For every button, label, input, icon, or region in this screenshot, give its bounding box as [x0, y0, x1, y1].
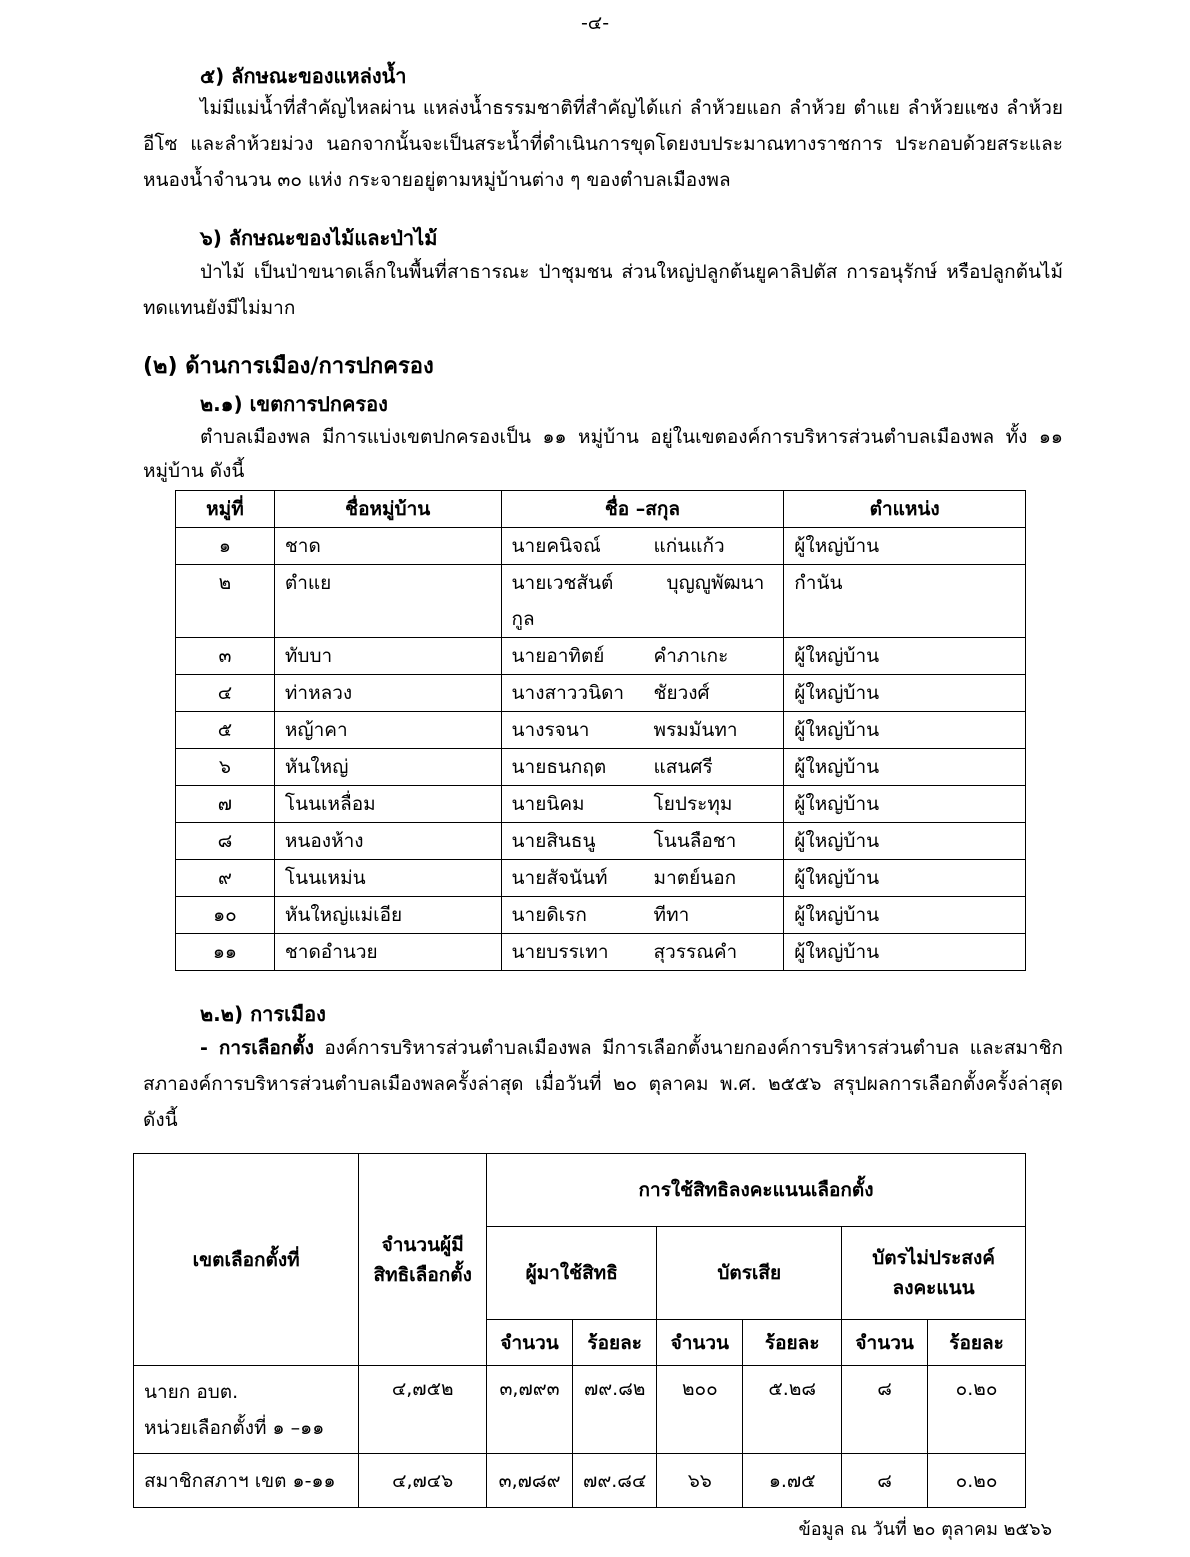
- voters-count-cell: ๓,๗๙๓: [487, 1366, 573, 1454]
- percent-header: ร้อยละ: [928, 1320, 1026, 1366]
- first-name: นายดิเรก: [511, 904, 587, 926]
- position: ผู้ใหญ่บ้าน: [784, 860, 1026, 897]
- district-header: เขตเลือกตั้งที่: [134, 1154, 359, 1366]
- village-name: ทับบา: [274, 638, 501, 675]
- position: ผู้ใหญ่บ้าน: [784, 897, 1026, 934]
- spoiled-count-cell: ๖๖: [657, 1454, 743, 1508]
- column-header: ตำแหน่ง: [784, 491, 1026, 528]
- district-line2: หน่วยเลือกตั้งที่ ๑ –๑๑: [144, 1416, 325, 1439]
- election-text: องค์การบริหารส่วนตำบลเมืองพล มีการเลือกตั้งนายกองค์การบริหารส่วนตำบล และสมาชิกสภาองค์การบริหารส่วนตำบลเมืองพลครั้งล่าสุด เมื่อวันที่ ๒๐ ตุลาคม พ.ศ. ๒๕๕๖ สรุปผลการเลือกตั้งครั้งล่าสุด ดังนี้: [143, 1037, 1063, 1131]
- village-no: ๕: [176, 712, 275, 749]
- village-name: หันใหญ่แม่เอีย: [274, 897, 501, 934]
- village-no: ๒: [176, 565, 275, 638]
- village-name: ชาดอำนวย: [274, 934, 501, 971]
- novote-percent-cell: ๐.๒๐: [928, 1454, 1026, 1508]
- village-table: [175, 490, 1026, 971]
- first-name: นายคนิจณ์: [511, 535, 601, 557]
- voters-percent-cell: ๗๙.๘๔: [573, 1454, 657, 1508]
- count-header: จำนวน: [657, 1320, 743, 1366]
- first-name: นายสินธนู: [511, 830, 596, 852]
- novote-percent-cell: ๐.๒๐: [928, 1366, 1026, 1454]
- position: ผู้ใหญ่บ้าน: [784, 934, 1026, 971]
- eligible-header-line1: จำนวนผู้มี: [381, 1233, 464, 1256]
- spoiled-percent-cell: ๑.๗๕: [743, 1454, 842, 1508]
- headman-name: [501, 860, 784, 897]
- voters-percent-cell: ๗๙.๘๒: [573, 1366, 657, 1454]
- last-name: ทีทา: [653, 904, 690, 926]
- novote-header-line1: บัตรไม่ประสงค์: [872, 1247, 995, 1269]
- section-2-2-heading: ๒.๒) การเมือง: [200, 1002, 326, 1026]
- election-lead: - การเลือกตั้ง: [200, 1037, 314, 1059]
- position: กำนัน: [784, 565, 1026, 638]
- position: ผู้ใหญ่บ้าน: [784, 749, 1026, 786]
- table-row: [134, 1366, 1026, 1454]
- headman-name: [501, 565, 784, 638]
- village-name: โนนเหลื่อม: [274, 786, 501, 823]
- last-name: บุญญูพัฒนา: [666, 572, 765, 594]
- village-no: ๑๑: [176, 934, 275, 971]
- village-name: หนองห้าง: [274, 823, 501, 860]
- first-name: นายอาทิตย์: [511, 645, 605, 667]
- first-name: นายนิคม: [511, 793, 585, 815]
- election-table: [133, 1153, 1026, 1508]
- eligible-cell: ๔,๗๕๒: [359, 1366, 487, 1454]
- position: ผู้ใหญ่บ้าน: [784, 712, 1026, 749]
- page-number: -๔-: [580, 12, 610, 34]
- village-no: ๖: [176, 749, 275, 786]
- last-name: คำภาเกะ: [653, 645, 729, 667]
- headman-name: [501, 675, 784, 712]
- section-2-2-paragraph: [143, 1030, 1063, 1138]
- headman-name: [501, 528, 784, 565]
- position: ผู้ใหญ่บ้าน: [784, 528, 1026, 565]
- table-row: [176, 638, 1026, 675]
- section-2-1-heading: ๒.๑) เขตการปกครอง: [200, 392, 388, 416]
- percent-header: ร้อยละ: [743, 1320, 842, 1366]
- position: ผู้ใหญ่บ้าน: [784, 675, 1026, 712]
- position: ผู้ใหญ่บ้าน: [784, 786, 1026, 823]
- headman-name: [501, 749, 784, 786]
- headman-name: [501, 823, 784, 860]
- table-row: [176, 528, 1026, 565]
- village-no: ๑: [176, 528, 275, 565]
- village-no: ๓: [176, 638, 275, 675]
- spoiled-percent-cell: ๕.๒๘: [743, 1366, 842, 1454]
- table-row: [176, 749, 1026, 786]
- eligible-cell: ๔,๗๔๖: [359, 1454, 487, 1508]
- district-cell: [134, 1366, 359, 1454]
- last-name: สุวรรณคำ: [653, 941, 738, 963]
- voters-header: ผู้มาใช้สิทธิ: [487, 1227, 657, 1320]
- voters-count-cell: ๓,๗๘๙: [487, 1454, 573, 1508]
- village-name: หันใหญ่: [274, 749, 501, 786]
- table-row: [176, 934, 1026, 971]
- table-row: [176, 712, 1026, 749]
- table-row: [134, 1454, 1026, 1508]
- last-name-continued: กูล: [511, 608, 535, 630]
- column-header: หมู่ที่: [176, 491, 275, 528]
- section-5-paragraph: ไม่มีแม่น้ำที่สำคัญไหลผ่าน แหล่งน้ำธรรมชาติที่สำคัญได้แก่ ลำห้วยแอก ลำห้วย ตำแย ลำห้วยแซง ลำห้วยอีโซ และลำห้วยม่วง นอกจากนั้นจะเป็นสระน้ำที่ดำเนินการขุดโดยงบประมาณทางราชการ ประกอบด้วยสระและหนองน้ำจำนวน ๓๐ แห่ง กระจายอยู่ตามหมู่บ้านต่าง ๆ ของตำบลเมืองพล: [143, 97, 1063, 191]
- position: ผู้ใหญ่บ้าน: [784, 638, 1026, 675]
- novote-header-line2: ลงคะแนน: [892, 1277, 975, 1299]
- village-name: ตำแย: [274, 565, 501, 638]
- table-row: [176, 565, 1026, 638]
- village-no: ๔: [176, 675, 275, 712]
- section-5-heading: ๕) ลักษณะของแหล่งน้ำ: [200, 64, 407, 88]
- district-line1: สมาชิกสภาฯ เขต ๑-๑๑: [144, 1469, 336, 1492]
- spoiled-count-cell: ๒๐๐: [657, 1366, 743, 1454]
- section-2-1-paragraph: ตำบลเมืองพล มีการแบ่งเขตปกครองเป็น ๑๑ หมู่บ้าน อยู่ในเขตองค์การบริหารส่วนตำบลเมืองพล ทั้ง ๑๑ หมู่บ้าน ดังนี้: [143, 426, 1063, 482]
- usage-header: การใช้สิทธิลงคะแนนเลือกตั้ง: [487, 1154, 1026, 1227]
- novote-count-cell: ๘: [842, 1366, 928, 1454]
- first-name: นายบรรเทา: [511, 941, 609, 963]
- section-2-heading: (๒) ด้านการเมือง/การปกครอง: [143, 354, 434, 379]
- column-header: ชื่อหมู่บ้าน: [274, 491, 501, 528]
- first-name: นายสัจนันท์: [511, 867, 608, 889]
- table-row: [176, 675, 1026, 712]
- count-header: จำนวน: [842, 1320, 928, 1366]
- headman-name: [501, 638, 784, 675]
- last-name: โนนลือชา: [653, 830, 737, 852]
- village-table-header: [176, 491, 1026, 528]
- table-row: [176, 823, 1026, 860]
- eligible-header: [359, 1154, 487, 1366]
- headman-name: [501, 712, 784, 749]
- headman-name: [501, 934, 784, 971]
- election-header-row-1: [134, 1154, 1026, 1227]
- last-name: พรมมันทา: [653, 719, 738, 741]
- last-name: แสนศรี: [653, 756, 713, 778]
- position: ผู้ใหญ่บ้าน: [784, 823, 1026, 860]
- eligible-header-line2: สิทธิเลือกตั้ง: [373, 1263, 472, 1286]
- first-name: นางสาววนิดา: [511, 682, 625, 704]
- table-row: [176, 786, 1026, 823]
- data-date-note: ข้อมูล ณ วันที่ ๒๐ ตุลาคม ๒๕๖๖: [798, 1519, 1052, 1540]
- district-cell: [134, 1454, 359, 1508]
- last-name: ชัยวงศ์: [653, 682, 710, 704]
- village-name: ชาด: [274, 528, 501, 565]
- table-row: [176, 860, 1026, 897]
- district-line1: นายก อบต.: [144, 1380, 239, 1403]
- last-name: แก่นแก้ว: [653, 535, 725, 557]
- headman-name: [501, 897, 784, 934]
- table-row: [176, 897, 1026, 934]
- novote-count-cell: ๘: [842, 1454, 928, 1508]
- village-name: หญ้าคา: [274, 712, 501, 749]
- headman-name: [501, 786, 784, 823]
- spoiled-header: บัตรเสีย: [657, 1227, 842, 1320]
- novote-header: [842, 1227, 1026, 1320]
- count-header: จำนวน: [487, 1320, 573, 1366]
- first-name: นางรจนา: [511, 719, 590, 741]
- village-no: ๘: [176, 823, 275, 860]
- village-name: โนนเหม่น: [274, 860, 501, 897]
- village-no: ๗: [176, 786, 275, 823]
- section-6-heading: ๖) ลักษณะของไม้และป่าไม้: [200, 226, 438, 250]
- village-no: ๑๐: [176, 897, 275, 934]
- section-6-paragraph: ป่าไม้ เป็นป่าขนาดเล็กในพื้นที่สาธารณะ ป่าชุมชน ส่วนใหญ่ปลูกต้นยูคาลิปตัส การอนุรักษ์ หรือปลูกต้นไม้ทดแทนยังมีไม่มาก: [143, 261, 1063, 319]
- first-name: นายธนกฤต: [511, 756, 607, 778]
- village-name: ท่าหลวง: [274, 675, 501, 712]
- last-name: โยประทุม: [653, 793, 733, 815]
- village-no: ๙: [176, 860, 275, 897]
- first-name: นายเวชสันต์: [511, 572, 614, 594]
- last-name: มาตย์นอก: [653, 867, 737, 889]
- column-header: ชื่อ –สกุล: [501, 491, 784, 528]
- percent-header: ร้อยละ: [573, 1320, 657, 1366]
